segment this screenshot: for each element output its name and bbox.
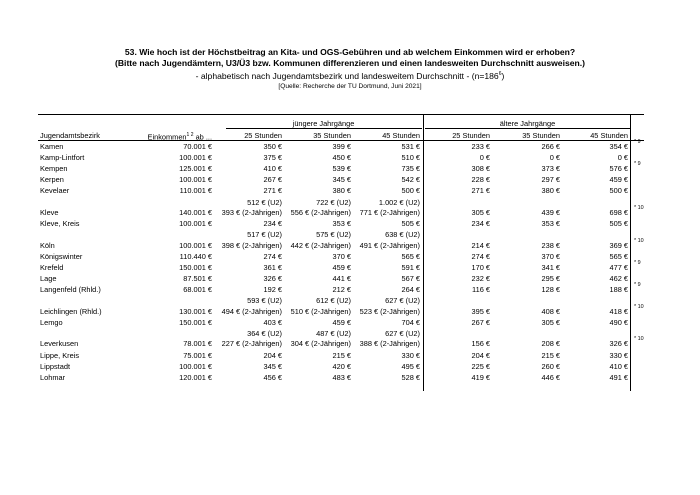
cell-district: Kleve, Kreis: [40, 219, 80, 229]
subtitle-text: - alphabetisch nach Jugendamtsbezirk und landesweitem Durchschnitt - (n=186: [195, 71, 499, 81]
cell-district: Lage: [40, 274, 57, 284]
source-note: [Quelle: Recherche der TU Dortmund, Juni 2021]: [278, 83, 422, 90]
cell-income: 100.001 €: [179, 362, 212, 371]
cell-district: Köln: [40, 240, 55, 250]
footnote-marker: * 9: [634, 139, 641, 145]
cell-old-45: 354 €: [609, 142, 628, 151]
cell-young-35: 370 €: [332, 252, 351, 261]
cell-old-25: 267 €: [471, 318, 490, 328]
cell-old-45: 459 €: [609, 175, 628, 185]
cell-old-45: 462 €: [609, 274, 628, 284]
cell-young-45: 505 €: [401, 219, 420, 229]
cell-young-35-u2: 612 € (U2): [316, 296, 351, 306]
cell-old-45: 330 €: [609, 350, 628, 360]
cell-old-35: 439 €: [541, 207, 560, 217]
cell-young-35: 420 €: [332, 362, 351, 371]
cell-old-45: 576 €: [609, 164, 628, 174]
cell-old-35: 408 €: [541, 306, 560, 316]
cell-old-25: 156 €: [471, 339, 490, 349]
cell-old-35: 380 €: [541, 186, 560, 196]
cell-income: 125.001 €: [179, 164, 212, 174]
cell-district: Lippstadt: [40, 362, 70, 371]
cell-income: 100.001 €: [179, 219, 212, 229]
cell-young-35: 441 €: [332, 274, 351, 284]
cell-old-35: 128 €: [541, 285, 560, 295]
cell-young-35-u2: 575 € (U2): [316, 230, 351, 240]
cell-young-25-u2: 512 € (U2): [247, 197, 282, 207]
cell-old-45: 491 €: [609, 373, 628, 383]
cell-young-45-u2: 627 € (U2): [385, 296, 420, 306]
cell-young-25: 204 €: [263, 350, 282, 360]
footnote-marker: * 10: [634, 204, 644, 211]
cell-old-25: 305 €: [471, 207, 490, 217]
cell-old-25: 234 €: [471, 219, 490, 229]
cell-income: 150.001 €: [179, 263, 212, 273]
cell-district: Kamp-Lintfort: [40, 153, 85, 163]
cell-young-45: 531 €: [401, 142, 420, 151]
cell-young-45: 565 €: [401, 252, 420, 261]
cell-young-45: 528 €: [401, 373, 420, 383]
cell-young-25: 345 €: [263, 362, 282, 371]
cell-young-35: 442 € (2-Jährigen): [290, 240, 351, 250]
cell-young-45: 491 € (2-Jährigen): [359, 240, 420, 250]
cell-old-25: 232 €: [471, 274, 490, 284]
cell-old-45: 326 €: [609, 339, 628, 349]
cell-young-35: 539 €: [332, 164, 351, 174]
cell-young-45: 495 €: [401, 362, 420, 371]
group-header-old: ältere Jahrgänge: [499, 119, 556, 128]
cell-young-25: 350 €: [263, 142, 282, 151]
cell-young-45: 388 € (2-Jährigen): [359, 339, 420, 349]
cell-income: 68.001 €: [183, 285, 212, 295]
cell-old-45: 477 €: [609, 263, 628, 273]
cell-young-45: 591 €: [401, 263, 420, 273]
cell-old-45: 188 €: [609, 285, 628, 295]
cell-young-35-u2: 487 € (U2): [316, 329, 351, 339]
cell-young-25-u2: 517 € (U2): [247, 230, 282, 240]
subtitle-footnote: 6: [498, 71, 502, 78]
cell-young-45: 510 €: [401, 153, 420, 163]
cell-old-45: 0 €: [617, 153, 628, 163]
cell-old-35: 238 €: [541, 240, 560, 250]
cell-income: 130.001 €: [179, 306, 212, 316]
cell-district: Krefeld: [40, 263, 64, 273]
cell-old-35: 208 €: [541, 339, 560, 349]
cell-old-35: 0 €: [549, 153, 560, 163]
cell-young-45-u2: 627 € (U2): [385, 329, 420, 339]
col-header-income-text: Einkommen: [147, 132, 187, 142]
col-header-old-25: 25 Stunden: [452, 131, 490, 140]
cell-old-25: 271 €: [471, 186, 490, 196]
cell-income: 120.001 €: [179, 373, 212, 383]
footnote-marker: * 10: [634, 303, 644, 310]
cell-young-25: 227 € (2-Jährigen): [221, 339, 282, 349]
header-rule: [38, 140, 644, 141]
cell-young-45-u2: 1.002 € (U2): [378, 197, 420, 207]
cell-young-45: 735 €: [401, 164, 420, 174]
cell-income: 100.001 €: [179, 240, 212, 250]
cell-young-25: 494 € (2-Jährigen): [221, 306, 282, 316]
cell-young-35: 353 €: [332, 219, 351, 229]
cell-young-25: 403 €: [263, 318, 282, 328]
cell-district: Lippe, Kreis: [40, 350, 80, 360]
cell-old-45: 369 €: [609, 240, 628, 250]
col-header-young-25: 25 Stunden: [244, 131, 282, 140]
cell-old-35: 341 €: [541, 263, 560, 273]
right-separator: [630, 115, 631, 391]
cell-old-35: 370 €: [541, 252, 560, 261]
cell-district: Kerpen: [40, 175, 64, 185]
cell-young-25: 361 €: [263, 263, 282, 273]
col-header-old-35: 35 Stunden: [522, 131, 560, 140]
cell-old-45: 565 €: [609, 252, 628, 261]
footnote-marker: * 10: [634, 336, 644, 343]
cell-young-25-u2: 364 € (U2): [247, 329, 282, 339]
cell-old-45: 490 €: [609, 318, 628, 328]
col-header-income-tail: ab ...: [195, 132, 212, 142]
cell-income: 100.001 €: [179, 175, 212, 185]
cell-young-45: 704 €: [401, 318, 420, 328]
cell-income: 87.501 €: [183, 274, 212, 284]
cell-old-25: 395 €: [471, 306, 490, 316]
cell-income: 75.001 €: [183, 350, 212, 360]
cell-old-25: 419 €: [471, 373, 490, 383]
col-header-young-45: 45 Stunden: [382, 131, 420, 140]
cell-young-35: 212 €: [332, 285, 351, 295]
cell-old-25: 204 €: [471, 350, 490, 360]
cell-young-45: 542 €: [401, 175, 420, 185]
cell-young-25: 267 €: [263, 175, 282, 185]
cell-old-25: 233 €: [471, 142, 490, 151]
footnote-marker: * 10: [634, 237, 644, 244]
group-rule-young: [226, 128, 422, 129]
cell-young-25: 271 €: [263, 186, 282, 196]
cell-young-45: 330 €: [401, 350, 420, 360]
cell-young-25-u2: 593 € (U2): [247, 296, 282, 306]
group-header-young: jüngere Jahrgänge: [292, 119, 355, 128]
cell-old-25: 225 €: [471, 362, 490, 371]
footnote-marker: * 9: [634, 161, 641, 168]
cell-old-35: 446 €: [541, 373, 560, 383]
group-separator: [423, 115, 424, 391]
cell-young-35: 510 € (2-Jährigen): [290, 306, 351, 316]
cell-young-25: 326 €: [263, 274, 282, 284]
cell-young-25: 398 € (2-Jährigen): [221, 240, 282, 250]
cell-income: 110.001 €: [179, 186, 212, 196]
col-header-income-footnote: 1 2: [186, 132, 194, 138]
cell-income: 140.001 €: [179, 207, 212, 217]
cell-young-25: 456 €: [263, 373, 282, 383]
cell-young-45: 500 €: [401, 186, 420, 196]
cell-young-35: 215 €: [332, 350, 351, 360]
cell-district: Kamen: [40, 142, 64, 151]
cell-young-25: 234 €: [263, 219, 282, 229]
cell-young-35: 399 €: [332, 142, 351, 151]
subtitle: [0, 71, 700, 81]
cell-old-35: 353 €: [541, 219, 560, 229]
col-header-district: Jugendamtsbezirk: [40, 131, 100, 140]
cell-young-35: 483 €: [332, 373, 351, 383]
cell-old-25: 214 €: [471, 240, 490, 250]
cell-district: Lemgo: [40, 318, 63, 328]
subtitle-close: ): [501, 71, 505, 81]
cell-old-25: 170 €: [471, 263, 490, 273]
cell-young-35: 459 €: [332, 318, 351, 328]
cell-young-25: 393 € (2-Jährigen): [221, 207, 282, 217]
cell-young-45: 523 € (2-Jährigen): [359, 306, 420, 316]
cell-young-45: 264 €: [401, 285, 420, 295]
cell-district: Kleve: [40, 207, 59, 217]
title-line-2: (Bitte nach Jugendämtern, U3/Ü3 bzw. Kommunen differenzieren und einen landesweiten Durchschnitt ausweisen.): [114, 58, 586, 68]
col-header-old-45: 45 Stunden: [590, 131, 628, 140]
cell-income: 110.440 €: [179, 252, 212, 261]
cell-young-25: 192 €: [263, 285, 282, 295]
cell-old-35: 215 €: [541, 350, 560, 360]
cell-old-35: 260 €: [541, 362, 560, 371]
cell-old-25: 228 €: [471, 175, 490, 185]
cell-income: 100.001 €: [179, 153, 212, 163]
cell-old-35: 266 €: [541, 142, 560, 151]
cell-young-35: 556 € (2-Jährigen): [290, 207, 351, 217]
cell-old-45: 500 €: [609, 186, 628, 196]
cell-income: 70.001 €: [183, 142, 212, 151]
cell-old-35: 305 €: [541, 318, 560, 328]
footnote-marker: * 9: [634, 260, 641, 267]
cell-old-25: 0 €: [479, 153, 490, 163]
cell-district: Lohmar: [40, 373, 66, 383]
cell-young-35: 380 €: [332, 186, 351, 196]
cell-old-35: 295 €: [541, 274, 560, 284]
cell-district: Kempen: [40, 164, 68, 174]
cell-young-25: 274 €: [263, 252, 282, 261]
cell-young-25: 410 €: [263, 164, 282, 174]
cell-young-35: 450 €: [332, 153, 351, 163]
cell-old-35: 297 €: [541, 175, 560, 185]
cell-old-45: 505 €: [609, 219, 628, 229]
cell-young-35: 459 €: [332, 263, 351, 273]
col-header-young-35: 35 Stunden: [313, 131, 351, 140]
cell-income: 78.001 €: [183, 339, 212, 349]
cell-old-25: 116 €: [472, 285, 490, 295]
cell-young-35-u2: 722 € (U2): [316, 197, 351, 207]
title-line-1: 53. Wie hoch ist der Höchstbeitrag an Kita- und OGS-Gebühren und ab welchem Einkommen wird er erhoben?: [124, 47, 576, 57]
group-rule-old: [425, 128, 630, 129]
cell-young-45: 771 € (2-Jährigen): [359, 207, 420, 217]
cell-young-45-u2: 638 € (U2): [385, 230, 420, 240]
cell-district: Kevelaer: [40, 186, 70, 196]
cell-old-45: 418 €: [609, 306, 628, 316]
cell-young-35: 304 € (2-Jährigen): [290, 339, 351, 349]
footnote-marker: * 9: [634, 282, 641, 289]
cell-old-45: 698 €: [609, 207, 628, 217]
cell-old-45: 410 €: [609, 362, 628, 371]
cell-young-35: 345 €: [332, 175, 351, 185]
table-top-rule: [38, 114, 644, 115]
cell-young-45: 567 €: [401, 274, 420, 284]
cell-old-25: 308 €: [471, 164, 490, 174]
cell-income: 150.001 €: [179, 318, 212, 328]
cell-district: Leverkusen: [40, 339, 79, 349]
cell-old-25: 274 €: [471, 252, 490, 261]
cell-district: Königswinter: [40, 252, 83, 261]
cell-district: Leichlingen (Rhld.): [40, 306, 102, 316]
cell-old-35: 373 €: [541, 164, 560, 174]
cell-young-25: 375 €: [263, 153, 282, 163]
cell-district: Langenfeld (Rhld.): [40, 285, 101, 295]
